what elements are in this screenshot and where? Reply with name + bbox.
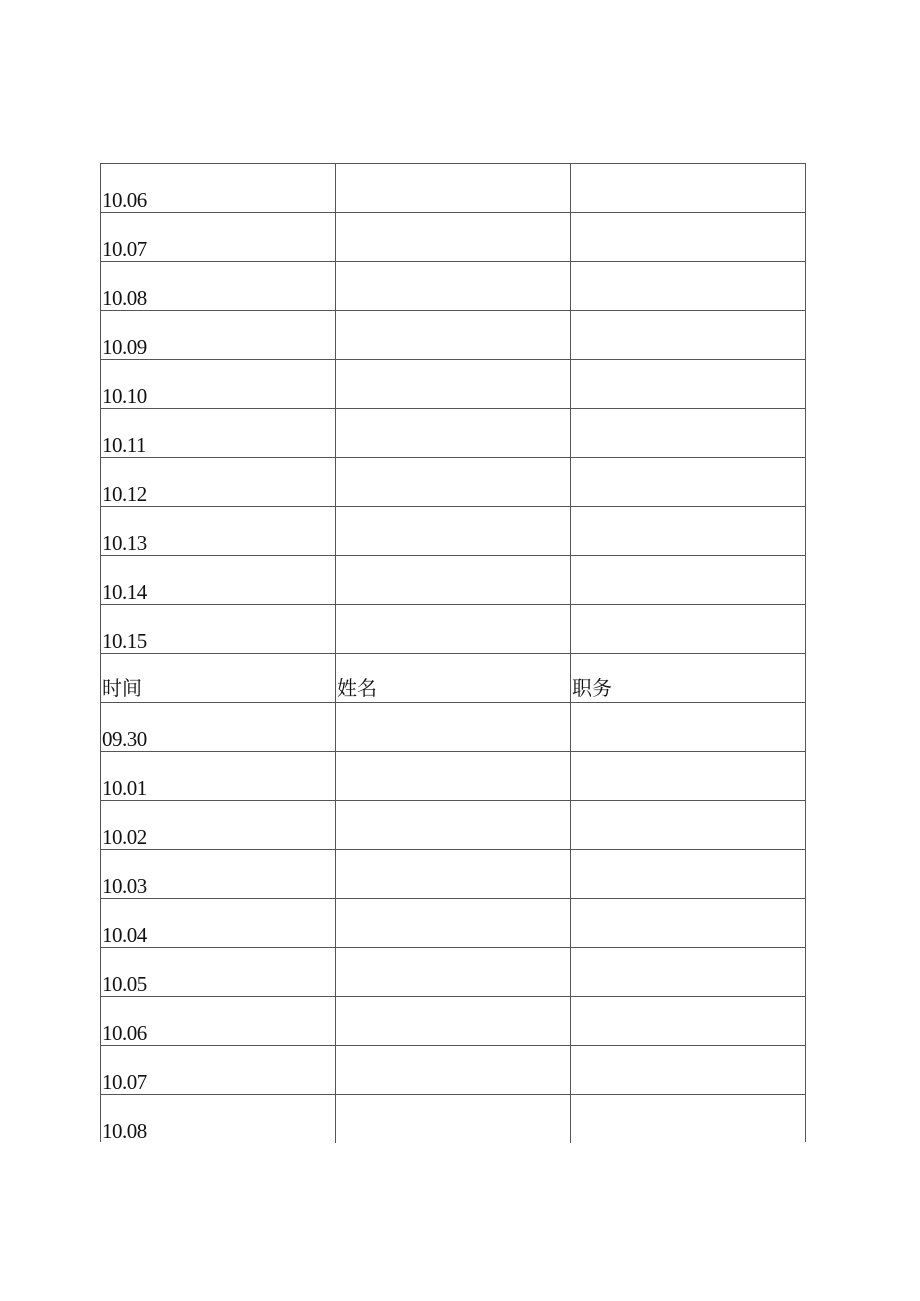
table-row (101, 360, 805, 409)
name-cell (336, 360, 571, 408)
name-cell (336, 899, 571, 947)
time-cell (101, 556, 336, 604)
duty-table (100, 163, 806, 1142)
table-row (101, 409, 805, 458)
position-cell (571, 164, 805, 212)
time-cell-text: 10.08 (102, 1119, 147, 1143)
table-row (101, 213, 805, 262)
table-row (101, 262, 805, 311)
table-header-row (101, 654, 805, 703)
position-cell (571, 458, 805, 506)
name-cell (336, 507, 571, 555)
name-cell (336, 997, 571, 1045)
time-cell-text: 10.06 (102, 1021, 147, 1045)
table-row (101, 1095, 805, 1143)
name-cell (336, 262, 571, 310)
name-cell (336, 1095, 571, 1143)
time-cell (101, 409, 336, 457)
position-cell (571, 360, 805, 408)
table-row (101, 899, 805, 948)
time-cell-text: 10.06 (102, 188, 147, 212)
table-row (101, 997, 805, 1046)
name-cell (336, 850, 571, 898)
time-cell (101, 850, 336, 898)
time-cell-text: 10.07 (102, 1070, 147, 1094)
time-cell (101, 1046, 336, 1094)
time-cell (101, 360, 336, 408)
time-cell-text: 10.10 (102, 384, 147, 408)
name-cell (336, 556, 571, 604)
position-cell (571, 752, 805, 800)
table-row (101, 556, 805, 605)
name-cell (336, 752, 571, 800)
name-cell (336, 311, 571, 359)
time-cell (101, 801, 336, 849)
time-cell-text: 10.02 (102, 825, 147, 849)
time-cell (101, 262, 336, 310)
position-cell (571, 507, 805, 555)
time-cell (101, 507, 336, 555)
time-cell-text: 10.11 (102, 433, 146, 457)
time-cell-text: 10.03 (102, 874, 147, 898)
name-cell (336, 948, 571, 996)
name-cell (336, 1046, 571, 1094)
table-row (101, 801, 805, 850)
time-cell (101, 1095, 336, 1143)
position-cell (571, 213, 805, 261)
time-cell-text: 10.01 (102, 776, 147, 800)
header-position-cell (571, 654, 805, 702)
time-cell-text: 10.14 (102, 580, 147, 604)
time-cell (101, 164, 336, 212)
table-row (101, 752, 805, 801)
name-cell (336, 213, 571, 261)
time-cell-text: 10.13 (102, 531, 147, 555)
time-cell (101, 752, 336, 800)
time-cell-text: 10.09 (102, 335, 147, 359)
header-time-cell-text: 时间 (102, 676, 142, 700)
position-cell (571, 605, 805, 653)
position-cell (571, 311, 805, 359)
name-cell (336, 801, 571, 849)
name-cell (336, 409, 571, 457)
header-name-cell (336, 654, 571, 702)
table-row (101, 948, 805, 997)
name-cell (336, 164, 571, 212)
position-cell (571, 1046, 805, 1094)
time-cell (101, 899, 336, 947)
time-cell (101, 213, 336, 261)
name-cell (336, 605, 571, 653)
name-cell (336, 458, 571, 506)
time-cell-text: 10.08 (102, 286, 147, 310)
table-row (101, 311, 805, 360)
position-cell (571, 997, 805, 1045)
time-cell (101, 458, 336, 506)
table-row (101, 1046, 805, 1095)
time-cell (101, 605, 336, 653)
position-cell (571, 556, 805, 604)
time-cell (101, 948, 336, 996)
time-cell (101, 311, 336, 359)
time-cell-text: 10.15 (102, 629, 147, 653)
table-row (101, 164, 805, 213)
table-row (101, 507, 805, 556)
position-cell (571, 801, 805, 849)
time-cell-text: 10.05 (102, 972, 147, 996)
header-name-cell-text: 姓名 (337, 676, 377, 700)
time-cell (101, 703, 336, 751)
table-row (101, 458, 805, 507)
position-cell (571, 850, 805, 898)
position-cell (571, 262, 805, 310)
name-cell (336, 703, 571, 751)
header-position-cell-text: 职务 (572, 676, 612, 700)
position-cell (571, 409, 805, 457)
time-cell (101, 997, 336, 1045)
time-cell-text: 09.30 (102, 727, 147, 751)
table-row (101, 703, 805, 752)
position-cell (571, 1095, 805, 1143)
position-cell (571, 899, 805, 947)
position-cell (571, 703, 805, 751)
time-cell-text: 10.04 (102, 923, 147, 947)
header-time-cell (101, 654, 336, 702)
time-cell-text: 10.07 (102, 237, 147, 261)
table-row (101, 605, 805, 654)
position-cell (571, 948, 805, 996)
table-row (101, 850, 805, 899)
time-cell-text: 10.12 (102, 482, 147, 506)
